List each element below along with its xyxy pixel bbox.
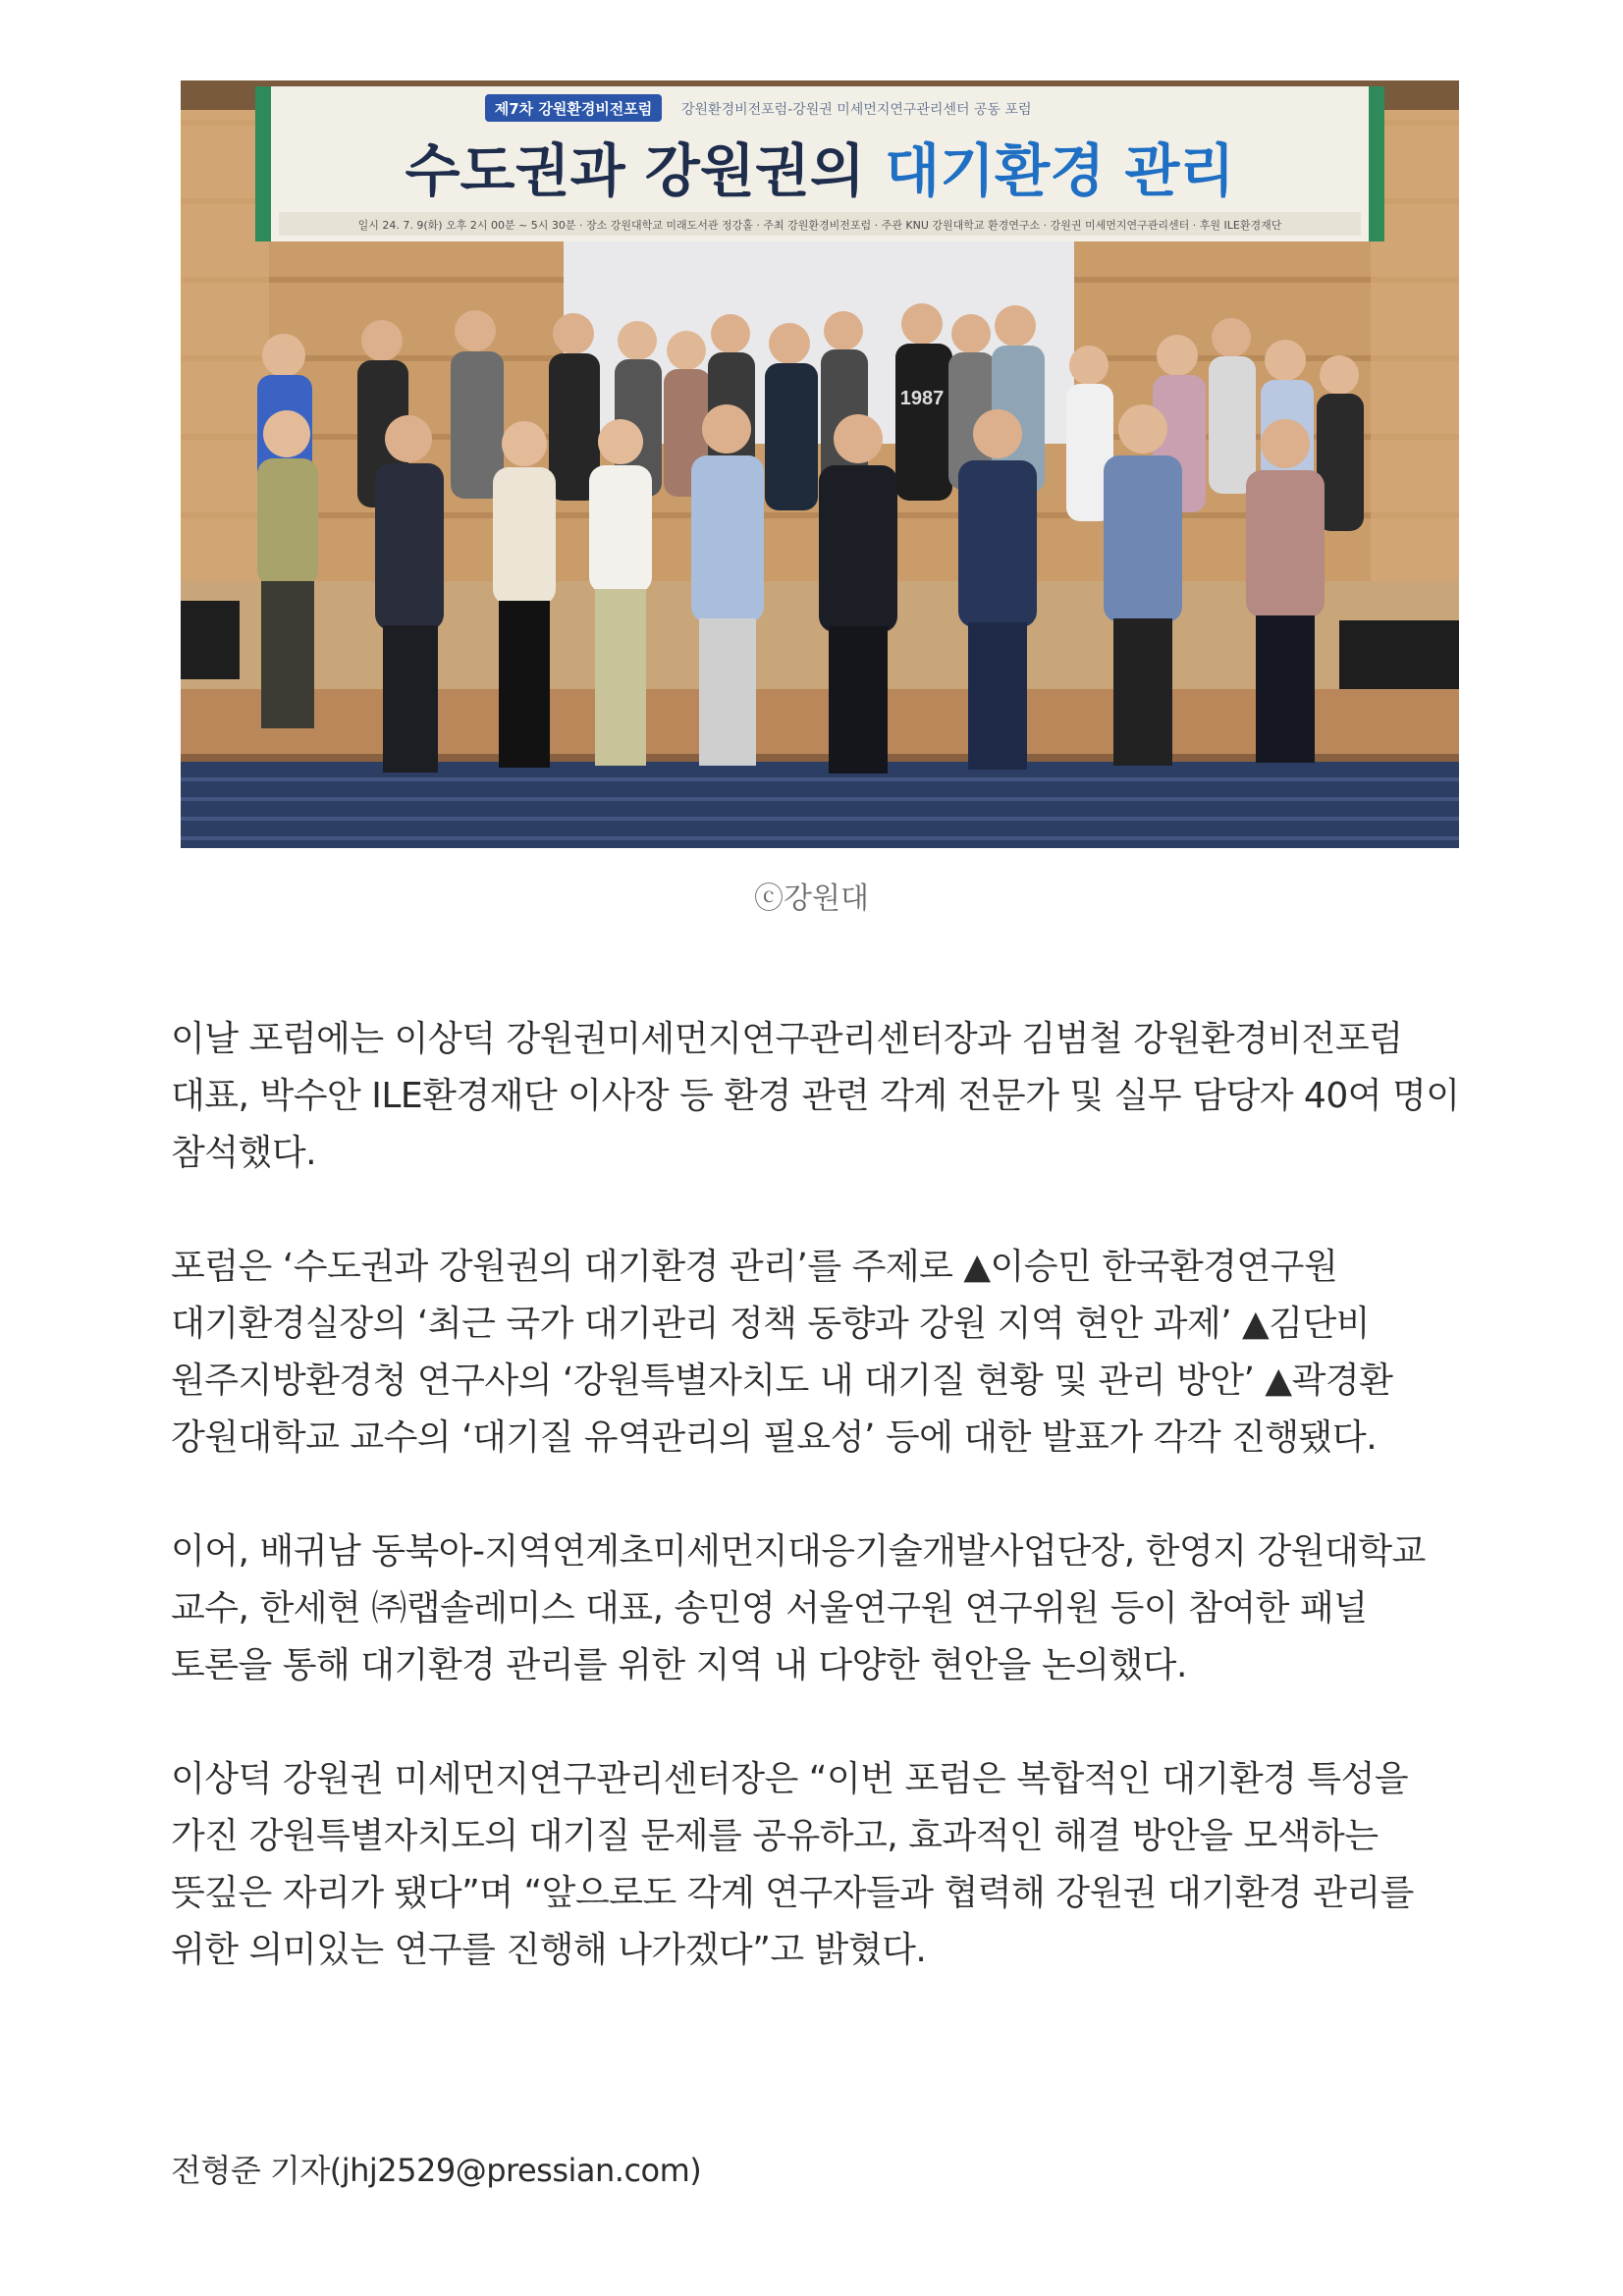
event-banner	[255, 86, 1384, 241]
banner-info: 일시 24. 7. 9(화) 오후 2시 00분 ~ 5시 30분 · 장소 강원대학교 미래도서관 정강홀 · 주최 강원환경비전포럼 · 주관 KNU 강원대학교 환경연구소 · 강원권 미세먼지연구관리센터 · 후원 ILE환경재단	[357, 219, 1282, 232]
banner-title-part2: 대기환경 관리	[885, 137, 1235, 204]
article-photo	[181, 80, 1459, 848]
banner-title	[406, 137, 1235, 204]
paragraph: 포럼은 ‘수도권과 강원권의 대기환경 관리’를 주제로 ▲이승민 한국환경연구원 대기환경실장의 ‘최근 국가 대기관리 정책 동향과 강원 지역 현안 과제’ ▲김단비 원주지방환경청 연구사의 ‘강원특별자치도 내 대기질 현황 및 관리 방안’ ▲곽경환 강원대학교 교수의 ‘대기질 유역관리의 필요성’ 등에 대한 발표가 각각 진행됐다.	[171, 1247, 1393, 1458]
banner-title-part1: 수도권과 강원권의	[405, 137, 886, 204]
paragraph: 이날 포럼에는 이상덕 강원권미세먼지연구관리센터장과 김범철 강원환경비전포럼 대표, 박수안 ILE환경재단 이사장 등 환경 관련 각계 전문가 및 실무 담당자 40여 명이 참석했다.	[171, 1019, 1460, 1173]
paragraph: 이상덕 강원권 미세먼지연구관리센터장은 “이번 포럼은 복합적인 대기환경 특성을 가진 강원특별자치도의 대기질 문제를 공유하고, 효과적인 해결 방안을 모색하는 뜻깊은 자리가 됐다”며 “앞으로도 각계 연구자들과 협력해 강원권 대기환경 관리를 위한 의미있는 연구를 진행해 나가겠다”고 밝혔다.	[171, 1759, 1414, 1970]
group-photo-illustration	[181, 80, 1459, 848]
shirt-print: 1987	[899, 388, 945, 409]
right-speaker	[1339, 620, 1459, 689]
reporter-byline: 전형준 기자(jhj2529@pressian.com)	[171, 2152, 702, 2189]
article-body	[171, 1011, 1477, 2036]
carpet	[181, 762, 1459, 848]
paragraph: 이어, 배귀남 동북아-지역연계초미세먼지대응기술개발사업단장, 한영지 강원대학교 교수, 한세현 ㈜랩솔레미스 대표, 송민영 서울연구원 연구위원 등이 참여한 패널 토론을 통해 대기환경 관리를 위한 지역 내 다양한 현안을 논의했다.	[171, 1531, 1426, 1685]
photo-caption: ⓒ강원대	[754, 881, 869, 916]
banner-tag: 제7차 강원환경비전포럼	[494, 100, 653, 118]
left-speaker	[181, 601, 240, 679]
banner-subtitle: 강원환경비전포럼-강원권 미세먼지연구관리센터 공동 포럼	[681, 102, 1032, 118]
